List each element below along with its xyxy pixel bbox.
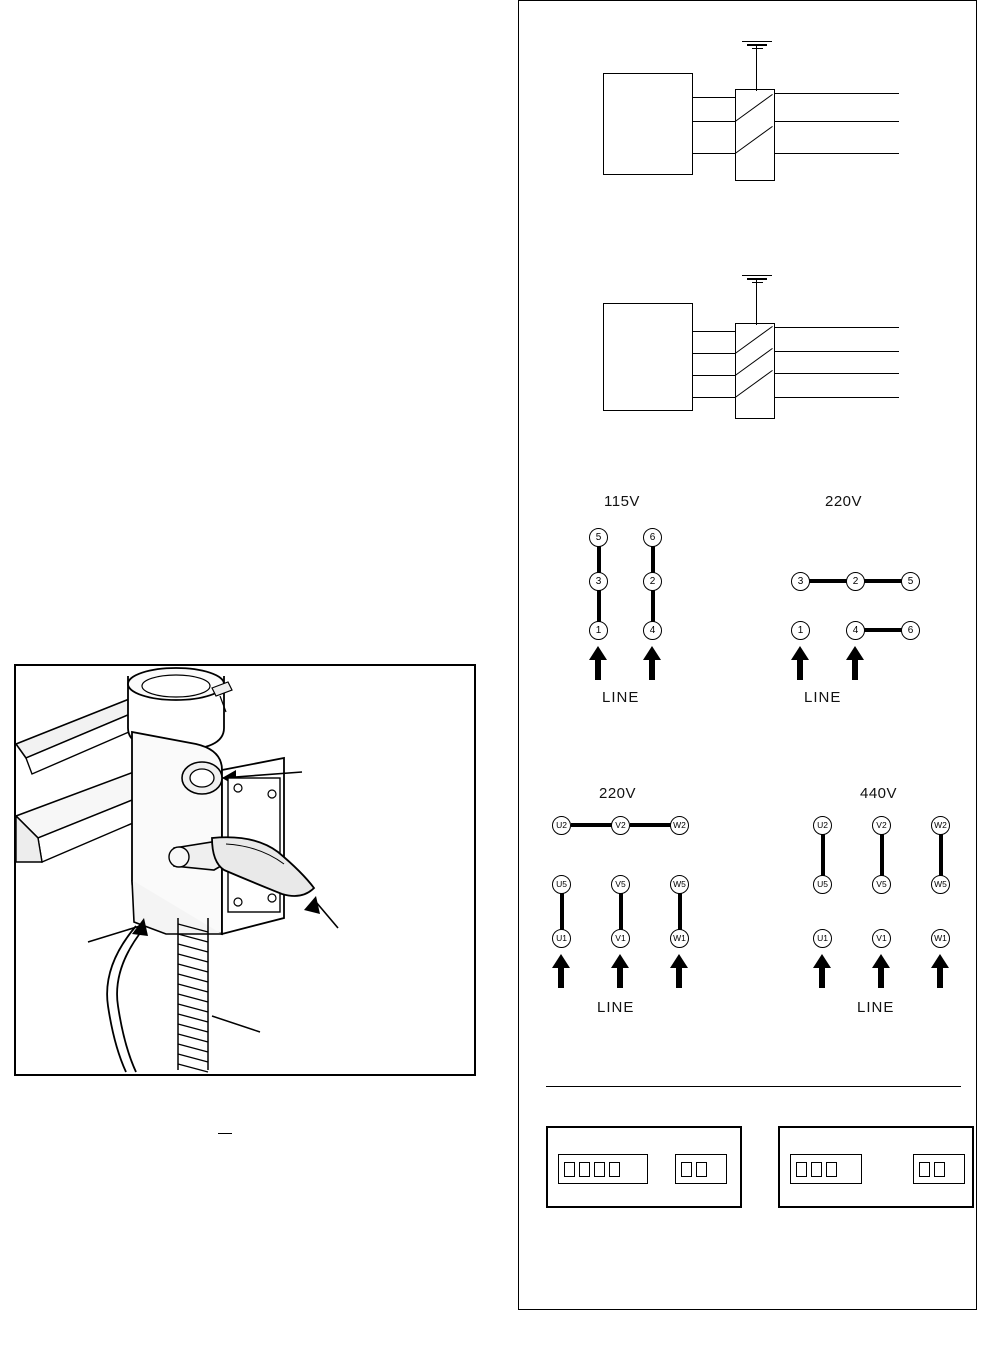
receptacle-slot <box>826 1162 837 1177</box>
receptacle-slot <box>579 1162 590 1177</box>
line-label: LINE <box>602 689 640 706</box>
terminal-node: V1 <box>611 929 630 948</box>
terminal-node: V2 <box>611 816 630 835</box>
terminal-node: V2 <box>872 816 891 835</box>
machine-detail-photo <box>14 664 476 1076</box>
terminal-node: W5 <box>931 875 950 894</box>
terminal-node: U5 <box>813 875 832 894</box>
terminal-node: 2 <box>643 572 662 591</box>
receptacle-slot-group <box>675 1154 727 1184</box>
terminal-node: U5 <box>552 875 571 894</box>
line-arrow-icon <box>611 954 629 988</box>
line-arrow-icon <box>846 646 864 680</box>
terminal-node: 4 <box>643 621 662 640</box>
line-label: LINE <box>857 999 895 1016</box>
receptacle-left <box>546 1126 742 1208</box>
terminal-node: U2 <box>552 816 571 835</box>
receptacle-slot-group <box>790 1154 862 1184</box>
terminal-node: U1 <box>813 929 832 948</box>
receptacle-slot <box>594 1162 605 1177</box>
terminal-node: 5 <box>589 528 608 547</box>
wiring-diagram-panel <box>518 0 977 1310</box>
line-arrow-icon <box>931 954 949 988</box>
line-arrow-icon <box>670 954 688 988</box>
line-arrow-icon <box>643 646 661 680</box>
line-label: LINE <box>804 689 842 706</box>
caption-dash <box>218 1133 232 1134</box>
receptacle-right <box>778 1126 974 1208</box>
earth-ground-icon <box>741 39 773 49</box>
terminal-node: U2 <box>813 816 832 835</box>
terminal-node: 3 <box>589 572 608 591</box>
receptacle-slot <box>811 1162 822 1177</box>
terminal-diagram-title: 440V <box>860 785 898 802</box>
line-arrow-icon <box>813 954 831 988</box>
receptacle-slot <box>796 1162 807 1177</box>
terminal-node: V5 <box>872 875 891 894</box>
receptacle-slot <box>564 1162 575 1177</box>
terminal-node: W2 <box>931 816 950 835</box>
terminal-node: W5 <box>670 875 689 894</box>
terminal-node: V5 <box>611 875 630 894</box>
line-arrow-icon <box>552 954 570 988</box>
drill-press-head-illustration <box>16 666 474 1074</box>
terminal-node: 1 <box>791 621 810 640</box>
terminal-node: 6 <box>901 621 920 640</box>
line-arrow-icon <box>589 646 607 680</box>
terminal-node: 1 <box>589 621 608 640</box>
terminal-node: V1 <box>872 929 891 948</box>
terminal-node: W2 <box>670 816 689 835</box>
line-label: LINE <box>597 999 635 1016</box>
line-arrow-icon <box>791 646 809 680</box>
terminal-diagram-title: 220V <box>825 493 863 510</box>
receptacle-slot <box>609 1162 620 1177</box>
receptacle-slot-group <box>913 1154 965 1184</box>
receptacle-slot <box>696 1162 707 1177</box>
terminal-node: W1 <box>931 929 950 948</box>
receptacle-slot-group <box>558 1154 648 1184</box>
terminal-node: 6 <box>643 528 662 547</box>
motor-body-icon <box>603 73 693 175</box>
terminal-node: 2 <box>846 572 865 591</box>
terminal-node: W1 <box>670 929 689 948</box>
line-arrow-icon <box>872 954 890 988</box>
terminal-node: U1 <box>552 929 571 948</box>
earth-ground-icon <box>741 273 773 283</box>
terminal-node: 4 <box>846 621 865 640</box>
terminal-diagram-title: 115V <box>604 493 640 510</box>
receptacle-slot <box>934 1162 945 1177</box>
terminal-diagram-title: 220V <box>599 785 637 802</box>
terminal-node: 5 <box>901 572 920 591</box>
section-divider <box>546 1086 961 1087</box>
receptacle-slot <box>919 1162 930 1177</box>
motor-body-icon <box>603 303 693 411</box>
terminal-node: 3 <box>791 572 810 591</box>
switch-block-icon <box>735 89 775 181</box>
receptacle-slot <box>681 1162 692 1177</box>
